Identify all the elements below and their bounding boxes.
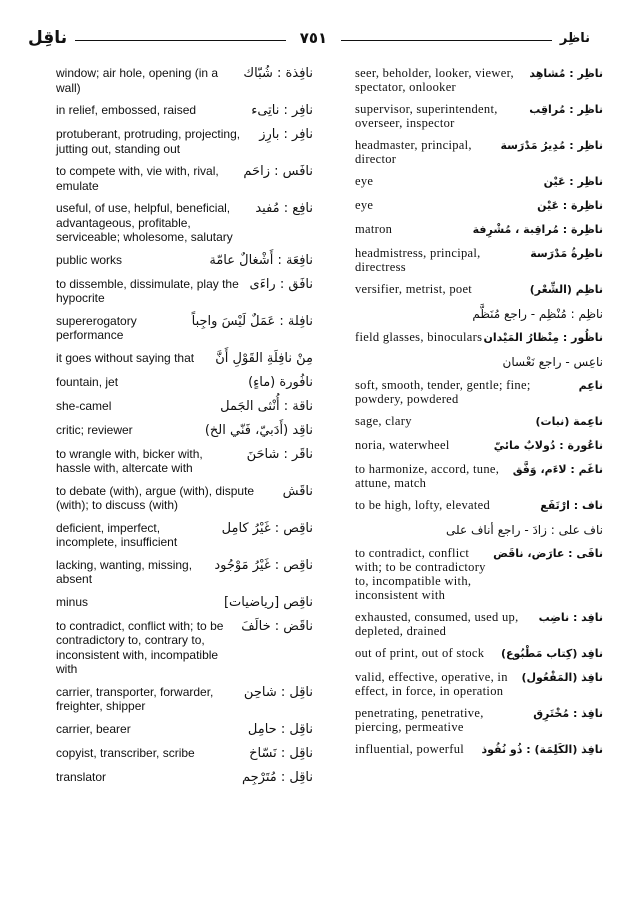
dictionary-entry [355, 546, 603, 602]
entry-definition: headmistress, principal, directress [355, 246, 481, 274]
dictionary-entry [355, 438, 603, 454]
guide-word-left: ناقِل [28, 28, 68, 48]
entry-headword: نافَى : عارَض، ناقَض [493, 547, 603, 560]
entry-headword: نافِذة : شُبّاك [243, 66, 313, 81]
entry-definition: minus [56, 594, 89, 609]
dictionary-entry [355, 282, 603, 298]
dictionary-entry [355, 646, 603, 662]
entry-headword: ناظِر : مُشاهِد [529, 67, 603, 80]
dictionary-entry [355, 174, 603, 190]
entry-headword: نافَس : زاحَم [243, 164, 313, 179]
entry-headword: نافِر : ناتِىء [251, 103, 313, 118]
dictionary-entry [56, 201, 313, 245]
entry-definition: valid, effective, operative, in effect, in force, in operation [355, 670, 508, 698]
dictionary-entry [56, 351, 313, 367]
dictionary-entry [355, 610, 603, 638]
entry-definition: supererogatory performance [56, 313, 137, 342]
entry-definition: field glasses, binoculars [355, 330, 483, 344]
entry-headword: نافِع : مُفيد [255, 201, 313, 216]
entry-definition: to compete with, vie with, rival, emulate [56, 164, 219, 193]
entry-headword: ناقِص : غَيْرُ كامِل [221, 520, 313, 536]
entry-headword: ناقَر : شاحَنَ [246, 446, 313, 462]
cross-reference: ناعِس - راجع نَعْسان [502, 355, 603, 369]
entry-headword: ناف : ارْتَفَع [540, 499, 603, 512]
dictionary-entry [56, 619, 313, 677]
cross-reference: ناظِم : مُنْظِم - راجع مُنَظَّم [472, 307, 603, 321]
entry-headword: ناظِر : مُراقِب [529, 103, 603, 116]
dictionary-entry [56, 595, 313, 611]
dictionary-entry [355, 66, 603, 94]
dictionary-entry [56, 399, 313, 415]
left-column [56, 66, 313, 794]
entry-definition: fountain, jet [56, 374, 119, 389]
entry-headword: ناظِرة : مُراقِبة ، مُشْرِفة [472, 223, 603, 236]
dictionary-entry [355, 414, 603, 430]
entry-headword: ناظِرةُ مَدْرَسة [530, 247, 603, 260]
dictionary-entry [56, 685, 313, 714]
entry-definition: to dissemble, dissimulate, play the hypocrite [56, 276, 239, 305]
entry-headword: ناقِل : مُتَرْجِم [241, 769, 313, 785]
entry-definition: noria, waterwheel [355, 438, 450, 452]
entry-definition: to be high, lofty, elevated [355, 498, 491, 512]
entry-definition: lacking, wanting, missing, absent [56, 557, 193, 586]
entry-definition: sage, clary [355, 414, 412, 428]
entry-headword: ناظِر : مُدِيرُ مَدْرَسة [500, 139, 603, 152]
entry-definition: to contradict, conflict with; to be contradictory to, contrary to, inconsistent with, incompatible with [56, 618, 224, 676]
entry-definition: seer, beholder, looker, viewer, spectator, onlooker [355, 66, 514, 94]
dictionary-entry [56, 253, 313, 269]
dictionary-entry [56, 127, 313, 156]
entry-definition: to harmonize, accord, tune, attune, match [355, 462, 500, 490]
entry-headword: ناعِمة (نبات) [535, 415, 603, 428]
entry-headword: ناظِم (الشِّعْر) [529, 283, 603, 296]
dictionary-entry [56, 746, 313, 762]
entry-headword: نافِذ : مُخْتَرِق [533, 707, 603, 720]
dictionary-entry [56, 484, 313, 513]
dictionary-entry [56, 103, 313, 119]
entry-headword: ناقَض : خالَفَ [241, 618, 313, 634]
entry-headword: ناقَش [282, 483, 313, 499]
dictionary-entry [355, 330, 603, 346]
entry-definition: translator [56, 769, 107, 784]
entry-definition: influential, powerful [355, 742, 465, 756]
header-rule-left [75, 40, 286, 41]
dictionary-entry [355, 102, 603, 130]
entry-definition: versifier, metrist, poet [355, 282, 473, 296]
entry-headword: نافِذ (المَفْعُول) [521, 671, 603, 684]
dictionary-entry [355, 742, 603, 758]
dictionary-entry [355, 378, 603, 406]
entry-headword: ناعِم [578, 379, 603, 392]
entry-definition: soft, smooth, tender, gentle; fine; powdery, powdered [355, 378, 531, 406]
dictionary-entry [56, 277, 313, 306]
entry-headword: نافُورة (ماءٍ) [248, 374, 313, 390]
dictionary-entry [355, 670, 603, 698]
dictionary-entry [355, 198, 603, 214]
dictionary-entry [355, 462, 603, 490]
entry-headword: ناظُور : مِنْظارُ المَيْدان [483, 331, 603, 344]
entry-definition: protuberant, protruding, projecting, jutting out, standing out [56, 127, 241, 156]
dictionary-entry [56, 423, 313, 439]
entry-headword: نافِد : ناضِب [538, 611, 603, 624]
dictionary-entry [56, 558, 313, 587]
entry-definition: penetrating, penetrative, piercing, permeative [355, 706, 484, 734]
entry-headword: نافِر : بارِز [259, 127, 313, 142]
entry-definition: carrier, transporter, forwarder, freighter, shipper [56, 684, 214, 713]
entry-headword: ناقِص : غَيْرُ مَوْجُود [214, 557, 313, 573]
header-rule-right [341, 40, 552, 41]
entry-definition: it goes without saying that [56, 350, 195, 365]
entry-headword: نافِلة : عَمَلٌ لَيْسَ واجِباً [191, 313, 313, 329]
entry-definition: window; air hole, opening (in a wall) [56, 66, 219, 95]
entry-definition: to debate (with), argue (with), dispute (with); to discuss (with) [56, 483, 255, 512]
dictionary-entry [56, 447, 313, 476]
dictionary-entry [56, 722, 313, 738]
entry-headword: ناقِص [رياضيات] [223, 594, 313, 610]
entry-headword: ناقِل : شاحِن [243, 684, 313, 700]
guide-word-right: ناظِر [559, 30, 590, 46]
entry-definition: supervisor, superintendent, overseer, inspector [355, 102, 498, 130]
entry-definition: to contradict, conflict with; to be contradictory to, incompatible with, inconsistent with [355, 546, 486, 602]
dictionary-entry [355, 222, 603, 238]
dictionary-entry [56, 314, 313, 343]
entry-definition: to wrangle with, bicker with, hassle with, altercate with [56, 446, 203, 475]
dictionary-entry [56, 375, 313, 391]
dictionary-entry [56, 164, 313, 193]
entry-definition: out of print, out of stock [355, 646, 485, 660]
entry-definition: eye [355, 174, 374, 188]
dictionary-entry [56, 770, 313, 786]
dictionary-entry [355, 706, 603, 734]
entry-definition: she-camel [56, 398, 112, 413]
entry-headword: نافِعَة : أَشْغالٌ عامّة [209, 252, 313, 268]
entry-definition: public works [56, 252, 123, 267]
entry-definition: carrier, bearer [56, 721, 131, 736]
right-column [355, 66, 603, 766]
entry-definition: headmaster, principal, director [355, 138, 472, 166]
dictionary-entry [56, 66, 313, 95]
entry-definition: eye [355, 198, 374, 212]
entry-headword: ناقة : أُنْثى الجَمل [220, 398, 313, 414]
dictionary-entry [355, 138, 603, 166]
entry-definition: matron [355, 222, 393, 236]
entry-headword: ناظِر : عَيْن [543, 175, 603, 188]
dictionary-entry [355, 246, 603, 274]
entry-headword: ناغَم : لاءَم، وَفَّق [512, 463, 603, 476]
entry-headword: نافِذ (الكَلِمَة) : ذُو نُفُوذ [481, 743, 603, 756]
entry-headword: نافِد (كِتاب مَطْبُوع) [500, 647, 603, 660]
entry-definition: deficient, imperfect, incomplete, insufficient [56, 520, 178, 549]
entry-headword: ناظِرة : عَيْن [537, 199, 603, 212]
page-number: ٧٥١ [299, 29, 328, 47]
dictionary-entry [56, 521, 313, 550]
entry-headword: ناقِد (أَدَبيّ، فَنّي الخ) [204, 422, 313, 438]
entry-headword: ناقِل : حامِل [247, 721, 313, 737]
entry-headword: نافَق : راءَى [249, 276, 313, 292]
entry-headword: مِنْ نافِلَةِ القَوْلِ أَنَّ [215, 350, 313, 366]
entry-headword: ناقِل : نَسّاخ [249, 745, 313, 761]
entry-definition: useful, of use, helpful, beneficial, advantageous, profitable, serviceable; wholesome, salutary [56, 201, 233, 244]
dictionary-entry [355, 498, 603, 514]
page-header [28, 18, 590, 58]
entry-headword: ناعُورة : دُولابٌ مائيّ [493, 439, 603, 452]
entry-definition: copyist, transcriber, scribe [56, 745, 195, 760]
cross-reference: ناف على : زادَ - راجع أناف على [446, 523, 603, 537]
entry-definition: exhausted, consumed, used up, depleted, drained [355, 610, 519, 638]
entry-definition: in relief, embossed, raised [56, 103, 197, 117]
entry-definition: critic; reviewer [56, 422, 133, 437]
